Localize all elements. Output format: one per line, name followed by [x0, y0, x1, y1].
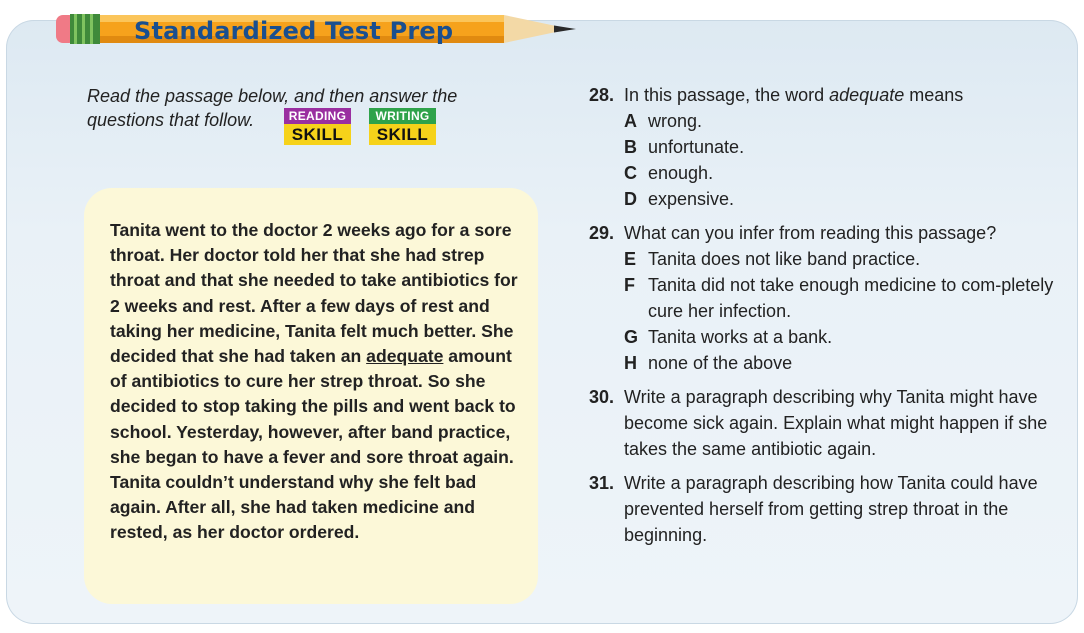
reading-passage-box — [84, 188, 538, 604]
option-text: Tanita works at a bank. — [648, 327, 833, 347]
question-text-before: In this passage, the word — [624, 85, 825, 105]
option-text: wrong. — [648, 111, 703, 131]
question-text-after: means — [909, 85, 964, 105]
question-text: Write a paragraph describing why Tanita might have become sick again. Explain what might happen if she takes the same antibiotic again. — [624, 387, 1048, 459]
option-letter: B — [624, 137, 637, 157]
option-text: expensive. — [648, 189, 735, 209]
writing-skill-badge — [369, 108, 436, 145]
option-text: unfortunate. — [648, 137, 745, 157]
instructions-line-1: Read the passage below, and then answer the — [87, 86, 458, 106]
passage-text — [110, 218, 520, 546]
question-number: 31. — [589, 473, 615, 493]
passage-text-before: Tanita went to the doctor 2 weeks ago for a sore throat. Her doctor told her that she had strep throat and that she needed to take antibiotics for 2 weeks and rest. After a few days of rest and taking her medicine, Tanita felt much better. She decided that she had taken an — [110, 220, 518, 367]
passage-text-after: amount of antibiotics to cure her strep throat. So she decided to stop taking the pills and went back to school. Yesterday, however, after band practice, she began to have a fever and sore throat again. Tanita couldn’t understand why she felt bad again. After all, she had taken medicine and rested, as her doctor ordered. — [110, 346, 516, 543]
question-text-italic: adequate — [829, 85, 905, 105]
question-list — [589, 82, 1059, 556]
pencil-banner — [56, 6, 586, 50]
option-text: none of the above — [648, 353, 793, 373]
option-text: Tanita did not take enough medicine to com-pletely cure her infection. — [648, 275, 1054, 321]
option-letter: C — [624, 163, 637, 183]
badge-bottom-label: SKILL — [284, 124, 351, 145]
option-text: Tanita does not like band practice. — [648, 249, 921, 269]
question-31 — [589, 470, 1059, 548]
question-number: 29. — [589, 223, 615, 243]
instructions-line-2: questions that follow. — [87, 110, 255, 130]
page-title: Standardized Test Prep — [134, 17, 454, 45]
question-number: 28. — [589, 85, 615, 105]
question-text: What can you infer from reading this passage? — [624, 223, 997, 243]
option-letter: H — [624, 353, 637, 373]
option-letter: D — [624, 189, 637, 209]
option-letter: A — [624, 111, 637, 131]
option-text: enough. — [648, 163, 714, 183]
question-text: Write a paragraph describing how Tanita could have prevented herself from getting strep throat in the beginning. — [624, 473, 1038, 545]
option-letter: F — [624, 275, 635, 295]
question-29 — [589, 220, 1059, 376]
answer-option-g — [624, 324, 1059, 350]
question-28 — [589, 82, 1059, 212]
option-letter: G — [624, 327, 639, 347]
skill-badges — [284, 108, 436, 145]
reading-skill-badge — [284, 108, 351, 145]
underlined-word: adequate — [366, 346, 444, 367]
answer-option-e — [624, 246, 1059, 272]
option-letter: E — [624, 249, 637, 269]
answer-option-d — [624, 186, 1059, 212]
answer-option-h — [624, 350, 1059, 376]
answer-option-a — [624, 108, 1059, 134]
badge-top-label: READING — [284, 108, 351, 124]
answer-option-c — [624, 160, 1059, 186]
question-text — [624, 82, 1059, 108]
answer-option-b — [624, 134, 1059, 160]
answer-option-f — [624, 272, 1059, 324]
question-number: 30. — [589, 387, 615, 407]
badge-bottom-label: SKILL — [369, 124, 436, 145]
badge-top-label: WRITING — [369, 108, 436, 124]
question-30 — [589, 384, 1059, 462]
